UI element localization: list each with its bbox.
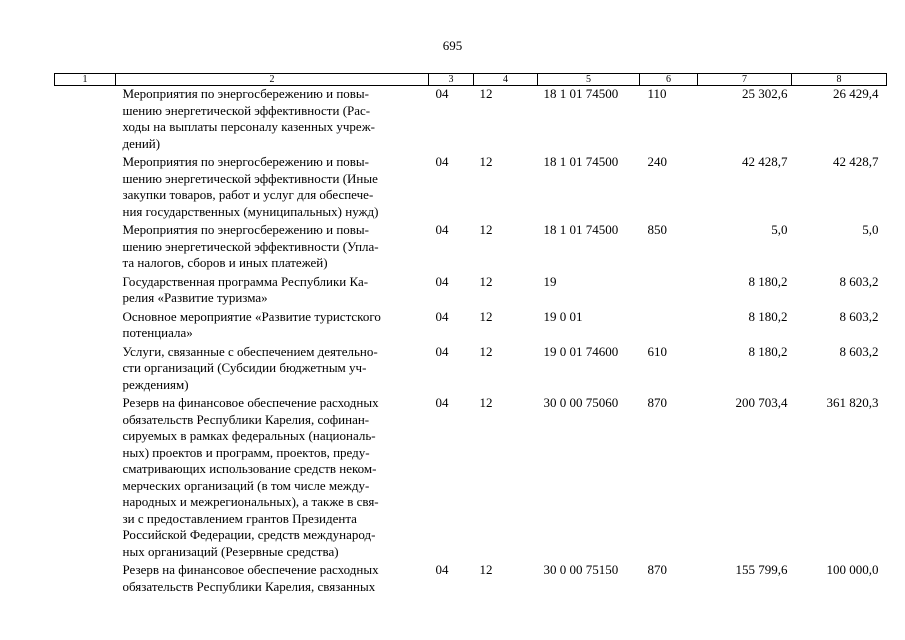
row-name-cell <box>116 344 429 396</box>
row-target-article: 19 0 01 74600 <box>543 343 619 359</box>
row-name-line: народных и межрегиональных), а также в свя- <box>122 494 379 509</box>
header-col-6: 6 <box>640 74 698 86</box>
row-name-line: реждениям) <box>122 376 189 392</box>
row-subsection: 12 <box>479 308 493 324</box>
row-name-line: ных организаций (Резервные средства) <box>122 543 339 559</box>
table-row <box>55 222 887 274</box>
row-col-1-empty <box>55 309 116 344</box>
row-target-article: 18 1 01 74500 <box>543 86 619 101</box>
row-name-line: ния государственных (муниципальных) нужд) <box>122 203 379 219</box>
table-body <box>55 86 887 598</box>
row-sum-year-1: 8 180,2 <box>748 273 788 289</box>
row-sum-year-2: 100 000,0 <box>826 562 879 577</box>
row-section: 04 <box>435 562 449 577</box>
row-name-line: обязательств Республики Карелия, софинан- <box>122 411 370 427</box>
row-name-cell <box>116 274 429 309</box>
row-expense-type: 110 <box>647 86 667 101</box>
row-sum-year-2: 5,0 <box>862 222 879 237</box>
row-col-1-empty <box>55 86 116 155</box>
header-col-5: 5 <box>538 74 640 86</box>
header-col-7: 7 <box>698 74 792 86</box>
row-sum-year-2: 42 428,7 <box>833 154 879 169</box>
row-name-line: дений) <box>122 135 161 151</box>
row-name-line: Мероприятия по энергосбережению и повы- <box>122 154 369 169</box>
row-col-1-empty <box>55 222 116 274</box>
row-name-cell <box>116 222 429 274</box>
row-name-line: Мероприятия по энергосбережению и повы- <box>122 222 369 237</box>
row-name-cell <box>116 86 429 155</box>
row-name-line: Основное мероприятие «Развитие туристского <box>122 308 381 324</box>
row-name-line: обязательств Республики Карелия, связанных <box>122 578 376 594</box>
row-section: 04 <box>435 273 449 289</box>
row-sum-year-1: 8 180,2 <box>748 343 788 359</box>
row-target-article: 18 1 01 74500 <box>543 222 619 237</box>
header-row <box>55 74 887 86</box>
row-section: 04 <box>435 343 449 359</box>
table-row <box>55 562 887 597</box>
row-section: 04 <box>435 308 449 324</box>
budget-table-container <box>54 73 886 597</box>
table-row <box>55 274 887 309</box>
row-expense-type: 870 <box>647 395 667 410</box>
row-sum-year-2: 8 603,2 <box>839 343 879 359</box>
row-sum-year-1: 8 180,2 <box>748 308 788 324</box>
row-name-line: та налогов, сборов и иных платежей) <box>122 255 328 270</box>
row-col-1-empty <box>55 154 116 222</box>
header-col-1: 1 <box>55 74 116 86</box>
table-header <box>55 74 887 86</box>
row-subsection: 12 <box>479 343 493 359</box>
row-col-1-empty <box>55 395 116 562</box>
row-name-line: сируемых в рамках федеральных (националь- <box>122 428 376 443</box>
row-name-line: потенциала» <box>122 325 193 340</box>
budget-table <box>54 73 887 597</box>
table-row <box>55 86 887 155</box>
row-target-article: 18 1 01 74500 <box>543 154 619 169</box>
row-name-line: шению энергетической эффективности (Упла- <box>122 238 379 254</box>
row-name-line: ных) проектов и программ, проектов, преду- <box>122 444 370 460</box>
row-expense-type: 850 <box>647 222 667 237</box>
row-name-line: мерческих организаций (в том числе между- <box>122 477 370 493</box>
row-section: 04 <box>435 86 449 101</box>
row-section: 04 <box>435 154 449 169</box>
row-expense-type: 240 <box>647 154 667 169</box>
row-subsection: 12 <box>479 562 493 577</box>
row-sum-year-1: 200 703,4 <box>735 395 788 410</box>
row-col-1-empty <box>55 344 116 396</box>
header-col-2: 2 <box>116 74 429 86</box>
row-sum-year-2: 361 820,3 <box>826 395 879 410</box>
row-subsection: 12 <box>479 273 493 289</box>
row-target-article: 30 0 00 75060 <box>543 395 619 410</box>
row-subsection: 12 <box>479 395 493 410</box>
row-name-line: шению энергетической эффективности (Рас- <box>122 102 371 118</box>
row-sum-year-1: 42 428,7 <box>742 154 788 169</box>
row-name-cell <box>116 309 429 344</box>
header-col-3: 3 <box>429 74 474 86</box>
row-name-line: зи с предоставлением грантов Президента <box>122 510 357 526</box>
row-name-line: ходы на выплаты персоналу казенных учреж- <box>122 119 376 134</box>
row-col-1-empty <box>55 562 116 597</box>
row-subsection: 12 <box>479 222 493 237</box>
row-name-line: Резерв на финансовое обеспечение расходных <box>122 562 379 577</box>
row-section: 04 <box>435 222 449 237</box>
row-sum-year-1: 5,0 <box>771 222 788 237</box>
table-row <box>55 344 887 396</box>
row-section: 04 <box>435 395 449 410</box>
row-sum-year-2: 26 429,4 <box>833 86 879 101</box>
row-sum-year-2: 8 603,2 <box>839 308 879 324</box>
header-col-8: 8 <box>792 74 887 86</box>
row-name-line: шению энергетической эффективности (Иные <box>122 170 378 186</box>
table-row <box>55 154 887 222</box>
row-sum-year-1: 25 302,6 <box>742 86 788 101</box>
table-row <box>55 309 887 344</box>
row-expense-type: 870 <box>647 562 667 577</box>
table-row <box>55 395 887 562</box>
row-name-line: Резерв на финансовое обеспечение расходных <box>122 395 379 410</box>
row-name-cell <box>116 395 429 562</box>
row-name-line: релия «Развитие туризма» <box>122 290 268 305</box>
row-target-article: 19 <box>543 273 557 289</box>
row-expense-type <box>640 274 698 309</box>
row-name-line: сматривающих использование средств неком- <box>122 461 377 476</box>
row-subsection: 12 <box>479 154 493 169</box>
row-name-cell <box>116 562 429 597</box>
row-name-cell <box>116 154 429 222</box>
row-sum-year-1: 155 799,6 <box>735 562 788 577</box>
row-sum-year-2: 8 603,2 <box>839 273 879 289</box>
row-target-article: 30 0 00 75150 <box>543 562 619 577</box>
row-name-line: Услуги, связанные с обеспечением деятельно- <box>122 343 378 359</box>
row-name-line: Государственная программа Республики Ка- <box>122 273 369 289</box>
page-number: 695 <box>442 38 463 53</box>
header-col-4: 4 <box>474 74 538 86</box>
row-target-article: 19 0 01 <box>543 308 583 324</box>
row-name-line: Российской Федерации, средств международ- <box>122 527 376 542</box>
row-name-line: закупки товаров, работ и услуг для обеспече- <box>122 187 374 202</box>
row-subsection: 12 <box>479 86 493 101</box>
row-name-line: сти организаций (Субсидии бюджетным уч- <box>122 360 367 375</box>
row-expense-type <box>640 309 698 344</box>
row-expense-type: 610 <box>647 343 667 359</box>
row-col-1-empty <box>55 274 116 309</box>
row-name-line: Мероприятия по энергосбережению и повы- <box>122 86 369 101</box>
